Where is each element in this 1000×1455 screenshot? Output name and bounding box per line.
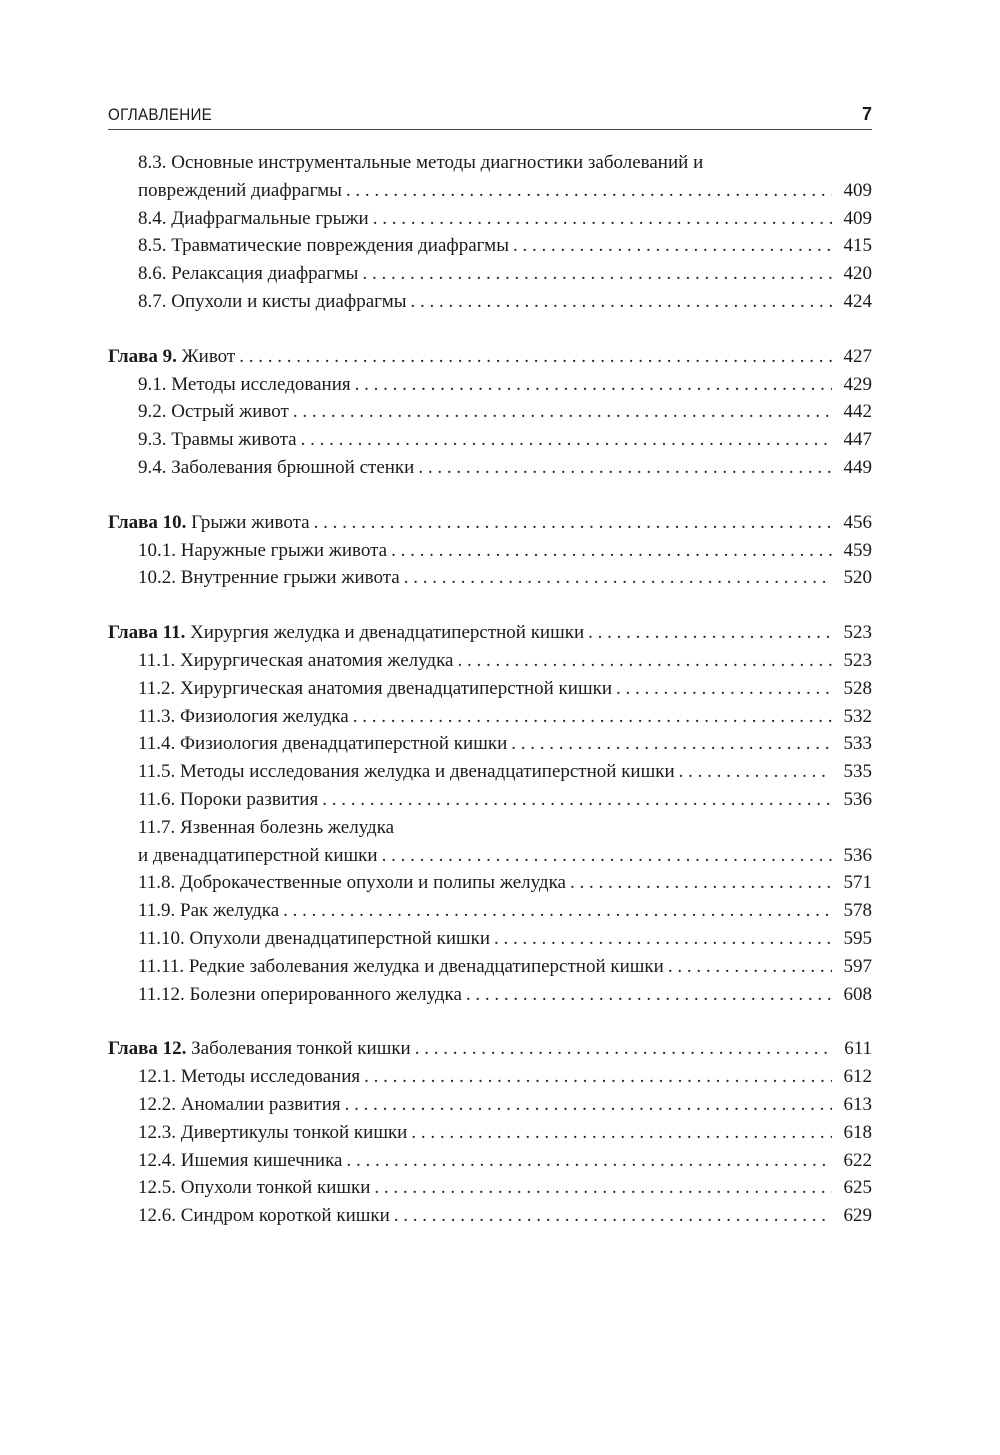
toc-item[interactable] xyxy=(108,786,872,814)
toc-item[interactable] xyxy=(108,177,872,205)
item-title: Опухоли двенадцатиперстной кишки xyxy=(189,927,491,949)
dot-leader xyxy=(679,758,832,786)
toc-item-row xyxy=(138,869,872,897)
chapter-page: 427 xyxy=(843,345,872,367)
toc-section-ch11 xyxy=(108,619,872,1008)
item-page: 629 xyxy=(843,1205,872,1227)
toc-section-ch8-cont xyxy=(108,149,872,316)
item-page: 447 xyxy=(843,429,872,451)
header-divider xyxy=(108,129,872,130)
item-page: 424 xyxy=(843,290,872,312)
toc-item-row xyxy=(138,1119,872,1147)
dot-leader xyxy=(457,647,832,675)
toc-item-row xyxy=(138,177,872,205)
toc-item[interactable] xyxy=(108,925,872,953)
item-number: 12.4. xyxy=(138,1149,176,1171)
item-title: и двенадцатиперстной кишки xyxy=(138,844,378,866)
item-number: 9.2. xyxy=(138,401,167,423)
chapter-label: Глава 11. xyxy=(108,622,186,644)
item-text xyxy=(138,371,351,399)
dot-leader xyxy=(411,1119,832,1147)
dot-leader xyxy=(283,897,832,925)
chapter-title: Грыжи живота xyxy=(191,511,310,533)
item-number: 11.7. xyxy=(138,816,176,838)
toc-item[interactable] xyxy=(108,1202,872,1230)
toc-item[interactable] xyxy=(108,730,872,758)
item-number: 12.5. xyxy=(138,1177,176,1199)
item-title: Диафрагмальные грыжи xyxy=(171,207,369,229)
chapter-label: Глава 9. xyxy=(108,345,177,367)
chapter-text xyxy=(108,343,235,371)
chapter-entry[interactable] xyxy=(108,509,872,537)
chapter-text xyxy=(108,509,310,537)
item-page: 442 xyxy=(843,401,872,423)
dot-leader xyxy=(301,426,832,454)
chapter-page: 456 xyxy=(843,511,872,533)
item-page: 409 xyxy=(843,179,872,201)
item-page: 622 xyxy=(843,1149,872,1171)
item-text xyxy=(138,205,369,233)
toc-item[interactable] xyxy=(108,897,872,925)
item-number: 8.6. xyxy=(138,263,167,285)
chapter-row xyxy=(108,509,872,537)
toc-item[interactable] xyxy=(108,842,872,870)
item-text xyxy=(138,786,318,814)
dot-leader xyxy=(374,1174,832,1202)
item-number: 12.3. xyxy=(138,1121,176,1143)
item-text xyxy=(138,897,279,925)
toc-item[interactable] xyxy=(108,953,872,981)
dot-leader xyxy=(494,925,832,953)
toc-item-row xyxy=(138,1174,872,1202)
toc-item-row xyxy=(138,371,872,399)
toc-section-ch10 xyxy=(108,509,872,592)
item-title: Опухоли тонкой кишки xyxy=(180,1177,371,1199)
toc-item[interactable] xyxy=(108,564,872,592)
dot-leader xyxy=(346,1147,832,1175)
item-title: Синдром короткой кишки xyxy=(180,1205,390,1227)
item-page: 597 xyxy=(843,955,872,977)
item-number: 11.1. xyxy=(138,649,176,671)
toc-item-row xyxy=(138,205,872,233)
toc-item[interactable] xyxy=(108,675,872,703)
item-text xyxy=(138,758,675,786)
chapter-label: Глава 10. xyxy=(108,511,187,533)
item-text xyxy=(138,426,297,454)
item-text xyxy=(138,1147,342,1175)
item-page: 520 xyxy=(843,567,872,589)
item-title: Аномалии развития xyxy=(180,1093,341,1115)
item-text xyxy=(138,288,406,316)
toc-item-row xyxy=(138,730,872,758)
item-text xyxy=(138,398,289,426)
dot-leader xyxy=(362,260,832,288)
dot-leader xyxy=(394,1202,832,1230)
dot-leader xyxy=(511,730,832,758)
chapter-row xyxy=(108,1035,872,1063)
item-page: 409 xyxy=(843,207,872,229)
toc-item[interactable] xyxy=(108,703,872,731)
item-title: Редкие заболевания желудка и двенадцатиперстной кишки xyxy=(188,955,664,977)
dot-leader xyxy=(345,1091,832,1119)
item-title: Релаксация диафрагмы xyxy=(171,263,359,285)
toc-item-row xyxy=(138,1147,872,1175)
item-text xyxy=(138,564,400,592)
chapter-label: Глава 12. xyxy=(108,1038,187,1060)
toc-item-row xyxy=(138,1091,872,1119)
item-page: 618 xyxy=(843,1121,872,1143)
item-number: 9.1. xyxy=(138,373,167,395)
item-title: Методы исследования xyxy=(171,373,351,395)
dot-leader xyxy=(293,398,832,426)
item-title: Физиология желудка xyxy=(180,705,349,727)
item-number: 12.6. xyxy=(138,1205,176,1227)
dot-leader xyxy=(373,205,832,233)
toc-item[interactable] xyxy=(108,1174,872,1202)
toc-item[interactable] xyxy=(108,869,872,897)
item-number: 10.1. xyxy=(138,539,176,561)
toc-item[interactable] xyxy=(108,1091,872,1119)
item-text xyxy=(138,232,509,260)
item-page: 535 xyxy=(843,761,872,783)
toc-item[interactable] xyxy=(108,205,872,233)
item-number: 10.2. xyxy=(138,567,176,589)
item-number: 8.7. xyxy=(138,290,167,312)
item-page: 608 xyxy=(843,983,872,1005)
item-number: 11.12. xyxy=(138,983,185,1005)
item-page: 523 xyxy=(843,649,872,671)
item-number: 12.2. xyxy=(138,1093,176,1115)
item-title: Опухоли и кисты диафрагмы xyxy=(171,290,407,312)
item-page: 625 xyxy=(843,1177,872,1199)
toc-item-row xyxy=(138,647,872,675)
dot-leader xyxy=(668,953,832,981)
item-number: 12.1. xyxy=(138,1066,176,1088)
item-title: Внутренние грыжи живота xyxy=(180,567,400,589)
item-page: 532 xyxy=(843,705,872,727)
item-title: Травматические повреждения диафрагмы xyxy=(171,235,509,257)
toc-item[interactable] xyxy=(108,398,872,426)
toc-section-ch12 xyxy=(108,1035,872,1230)
item-page: 420 xyxy=(843,263,872,285)
chapter-row xyxy=(108,619,872,647)
item-number: 11.3. xyxy=(138,705,176,727)
item-number: 11.4. xyxy=(138,733,176,755)
item-page: 612 xyxy=(843,1066,872,1088)
dot-leader xyxy=(239,343,832,371)
item-page: 536 xyxy=(843,788,872,810)
toc-item-row xyxy=(138,925,872,953)
item-number: 9.4. xyxy=(138,456,167,478)
item-number: 11.9. xyxy=(138,900,176,922)
item-title: Наружные грыжи живота xyxy=(180,539,388,561)
page-number: 7 xyxy=(861,104,872,124)
toc-item[interactable] xyxy=(108,426,872,454)
toc-item-row xyxy=(138,953,872,981)
dot-leader xyxy=(355,371,832,399)
item-page: 571 xyxy=(843,872,872,894)
item-number: 8.3. xyxy=(138,152,167,173)
item-number: 8.5. xyxy=(138,235,167,257)
item-title: Методы исследования желудка и двенадцатиперстной кишки xyxy=(180,761,675,783)
item-number: 11.8. xyxy=(138,872,176,894)
toc-item-row xyxy=(138,675,872,703)
toc-item[interactable] xyxy=(108,981,872,1009)
item-page: 595 xyxy=(843,927,872,949)
item-text xyxy=(138,454,414,482)
item-title-line1: Основные инструментальные методы диагностики заболеваний и xyxy=(171,152,704,173)
toc-item-row xyxy=(138,260,872,288)
toc-item-row xyxy=(138,1202,872,1230)
dot-leader xyxy=(364,1063,832,1091)
toc-item[interactable] xyxy=(108,288,872,316)
toc-item-line1[interactable] xyxy=(108,814,872,842)
item-text xyxy=(138,925,490,953)
toc-item-row xyxy=(138,454,872,482)
toc-item[interactable] xyxy=(108,371,872,399)
dot-leader xyxy=(418,454,832,482)
toc-item[interactable] xyxy=(108,1147,872,1175)
toc-item[interactable] xyxy=(108,1063,872,1091)
header-title: ОГЛАВЛЕНИЕ xyxy=(108,106,213,124)
toc-item-row xyxy=(138,564,872,592)
item-title-line1: Язвенная болезнь желудка xyxy=(180,816,395,838)
dot-leader xyxy=(346,177,832,205)
toc-item-row xyxy=(138,426,872,454)
item-text xyxy=(138,1202,390,1230)
toc-item[interactable] xyxy=(108,1119,872,1147)
item-title: Методы исследования xyxy=(180,1066,361,1088)
item-page: 528 xyxy=(843,677,872,699)
item-text xyxy=(138,260,358,288)
toc-item[interactable] xyxy=(108,232,872,260)
dot-leader xyxy=(410,288,832,316)
toc-item[interactable] xyxy=(108,537,872,565)
toc-item-row xyxy=(138,786,872,814)
item-text xyxy=(138,1119,407,1147)
toc-item-row xyxy=(138,758,872,786)
item-title: Доброкачественные опухоли и полипы желудка xyxy=(180,872,566,894)
item-text xyxy=(138,981,462,1009)
dot-leader xyxy=(353,703,832,731)
toc-item-row xyxy=(138,842,872,870)
item-page: 536 xyxy=(843,844,872,866)
item-number: 11.6. xyxy=(138,788,176,810)
toc-section-ch9 xyxy=(108,343,872,482)
dot-leader xyxy=(314,509,832,537)
item-text xyxy=(138,730,507,758)
chapter-title: Заболевания тонкой кишки xyxy=(191,1038,411,1060)
toc-item-row xyxy=(138,981,872,1009)
item-page: 459 xyxy=(843,539,872,561)
toc-item-row xyxy=(138,288,872,316)
item-title: Болезни оперированного желудка xyxy=(189,983,462,1005)
item-page: 613 xyxy=(843,1093,872,1115)
item-page: 449 xyxy=(843,456,872,478)
item-title: Пороки развития xyxy=(180,788,319,810)
item-page: 415 xyxy=(843,235,872,257)
dot-leader xyxy=(466,981,832,1009)
item-number: 11.2. xyxy=(138,677,176,699)
dot-leader xyxy=(616,675,832,703)
item-number: 11.10. xyxy=(138,927,185,949)
item-title: Рак желудка xyxy=(180,900,280,922)
item-page: 429 xyxy=(843,373,872,395)
item-text xyxy=(138,1063,360,1091)
item-title: Физиология двенадцатиперстной кишки xyxy=(180,733,508,755)
item-number: 8.4. xyxy=(138,207,167,229)
item-title: повреждений диафрагмы xyxy=(138,179,342,201)
dot-leader xyxy=(588,619,832,647)
item-text xyxy=(138,869,566,897)
toc-item[interactable] xyxy=(108,758,872,786)
chapter-text xyxy=(108,619,584,647)
item-number: 11.11. xyxy=(138,955,185,977)
item-title: Хирургическая анатомия желудка xyxy=(180,649,454,671)
chapter-page: 611 xyxy=(844,1038,872,1060)
toc-item[interactable] xyxy=(108,454,872,482)
chapter-row xyxy=(108,343,872,371)
dot-leader xyxy=(513,232,832,260)
item-text xyxy=(138,675,612,703)
dot-leader xyxy=(382,842,832,870)
chapter-title: Живот xyxy=(181,345,236,367)
toc-item-row xyxy=(138,897,872,925)
item-page: 578 xyxy=(843,900,872,922)
chapter-entry[interactable] xyxy=(108,1035,872,1063)
toc-item-row xyxy=(138,398,872,426)
item-text xyxy=(138,647,453,675)
toc-item-row xyxy=(138,1063,872,1091)
dot-leader xyxy=(415,1035,832,1063)
dot-leader xyxy=(391,537,832,565)
item-number: 11.5. xyxy=(138,761,176,783)
item-page: 533 xyxy=(843,733,872,755)
item-text xyxy=(138,537,387,565)
toc-item-row xyxy=(138,232,872,260)
toc-item-row xyxy=(138,703,872,731)
running-header xyxy=(108,104,872,130)
chapter-title: Хирургия желудка и двенадцатиперстной кишки xyxy=(190,622,585,644)
item-text xyxy=(138,703,349,731)
dot-leader xyxy=(570,869,832,897)
item-title: Заболевания брюшной стенки xyxy=(171,456,415,478)
chapter-page: 523 xyxy=(843,622,872,644)
item-number: 9.3. xyxy=(138,429,167,451)
chapter-entry[interactable] xyxy=(108,343,872,371)
item-title: Дивертикулы тонкой кишки xyxy=(180,1121,408,1143)
item-title: Травмы живота xyxy=(171,429,297,451)
chapter-entry[interactable] xyxy=(108,619,872,647)
item-text xyxy=(138,1091,341,1119)
table-of-contents xyxy=(108,149,872,1257)
item-title: Хирургическая анатомия двенадцатиперстной кишки xyxy=(180,677,612,699)
chapter-text xyxy=(108,1035,411,1063)
toc-item[interactable] xyxy=(108,647,872,675)
item-text xyxy=(138,1174,370,1202)
item-title: Острый живот xyxy=(171,401,289,423)
toc-item-row xyxy=(138,537,872,565)
toc-item[interactable] xyxy=(108,260,872,288)
toc-item-line1[interactable] xyxy=(108,149,872,177)
item-title: Ишемия кишечника xyxy=(180,1149,343,1171)
item-text xyxy=(138,953,664,981)
dot-leader xyxy=(322,786,832,814)
dot-leader xyxy=(404,564,832,592)
